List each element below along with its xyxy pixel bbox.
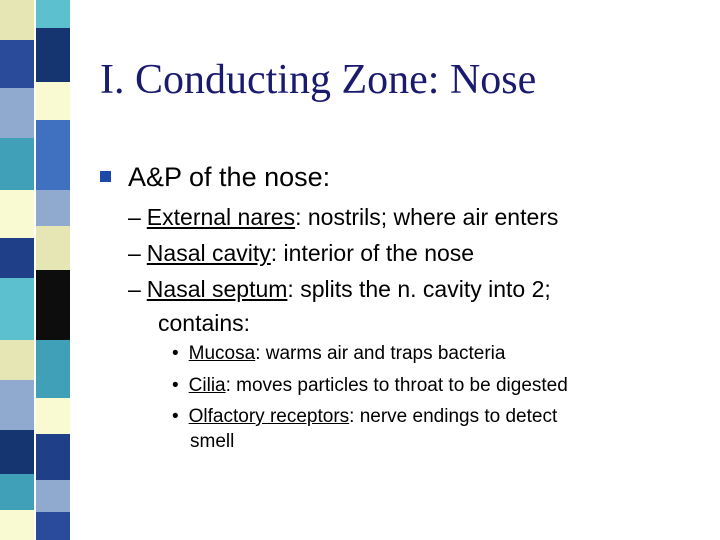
sub-item-text: : warms air and traps bacteria: [255, 343, 506, 364]
dot-bullet-icon: •: [172, 375, 179, 396]
sub-item-term: Mucosa: [188, 343, 256, 364]
list-item: [128, 206, 558, 229]
item-text: : interior of the nose: [270, 240, 475, 266]
square-bullet-icon: [100, 171, 111, 182]
sub-list-item: [172, 344, 505, 363]
sub-item-text: : nerve endings to detect: [349, 406, 558, 427]
item-term: Nasal cavity: [146, 240, 271, 266]
sub-list-item: [172, 407, 557, 426]
list-item: [128, 242, 474, 265]
item-text: : nostrils; where air enters: [295, 204, 559, 230]
dash-bullet-icon: –: [128, 276, 141, 302]
sub-list-item-continuation: smell: [190, 431, 235, 452]
sub-item-term: Olfactory receptors: [188, 406, 350, 427]
list-item-continuation: contains:: [158, 310, 251, 336]
sub-item-text: : moves particles to throat to be digested: [225, 375, 568, 396]
slide-title: I. Conducting Zone: Nose: [100, 57, 537, 103]
sub-list-item: [172, 376, 568, 395]
item-term: Nasal septum: [146, 276, 288, 302]
sub-item-term: Cilia: [188, 375, 226, 396]
bullet-level1: [100, 162, 330, 193]
item-text: : splits the n. cavity into 2;: [287, 276, 551, 302]
bullet-text: A&P of the nose:: [128, 162, 331, 192]
list-item: [128, 278, 551, 301]
decorative-stripe: [0, 0, 70, 540]
dash-bullet-icon: –: [128, 204, 141, 230]
item-term: External nares: [146, 204, 296, 230]
dash-bullet-icon: –: [128, 240, 141, 266]
dot-bullet-icon: •: [172, 343, 179, 364]
dot-bullet-icon: •: [172, 406, 179, 427]
